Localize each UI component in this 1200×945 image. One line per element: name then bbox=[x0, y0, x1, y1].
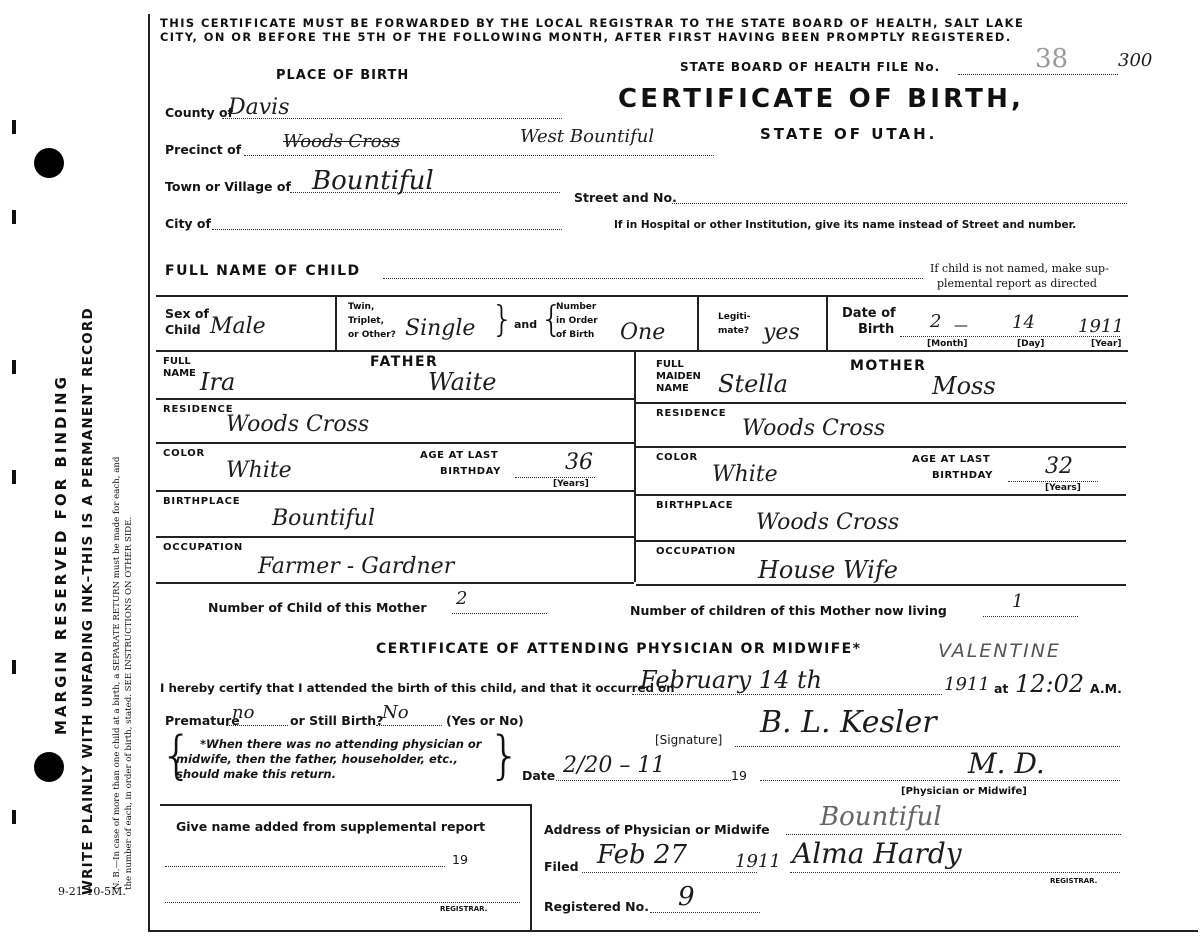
notice-line1: THIS CERTIFICATE MUST BE FORWARDED BY THE LOCAL REGISTRAR TO THE STATE BOARD OF HEALTH, SALT LAKE bbox=[160, 16, 1025, 30]
mother-age: 32 bbox=[1045, 454, 1073, 479]
margin-mark bbox=[12, 810, 16, 824]
twin-label-line3: or Other? bbox=[348, 330, 396, 340]
mother-row-border bbox=[636, 540, 1126, 542]
father-age: 36 bbox=[565, 450, 593, 475]
legit-label-line2: mate? bbox=[718, 326, 750, 336]
mother-age-label-line1: AGE AT LAST bbox=[912, 454, 991, 465]
margin-mark bbox=[12, 660, 16, 674]
physician-address: Bountiful bbox=[820, 802, 942, 832]
binding-hole bbox=[34, 752, 64, 782]
nb-note-line2: the number of each, in order of birth, stated. SEE INSTRUCTIONS ON OTHER SIDE. bbox=[124, 516, 134, 890]
mother-name-label: NAME bbox=[656, 383, 689, 394]
registered-label: Registered No. bbox=[544, 899, 649, 914]
legit-value: yes bbox=[763, 320, 800, 345]
mother-row-border bbox=[636, 402, 1126, 404]
dob-dash: — bbox=[954, 318, 968, 334]
order-label-line1: Number bbox=[556, 302, 597, 312]
supplemental-box-top bbox=[160, 804, 530, 806]
certificate-title: CERTIFICATE OF BIRTH, bbox=[618, 84, 1025, 114]
precinct-value: West Bountiful bbox=[520, 126, 655, 147]
mother-row-border bbox=[636, 494, 1126, 496]
father-last-name: Waite bbox=[428, 368, 497, 396]
mother-age-label-line2: BIRTHDAY bbox=[932, 470, 993, 481]
margin-mark bbox=[12, 360, 16, 374]
binding-notice: MARGIN RESERVED FOR BINDING bbox=[52, 374, 70, 735]
mother-maiden-label: MAIDEN bbox=[656, 371, 701, 382]
sex-label-line1: Sex of bbox=[165, 306, 209, 321]
mother-residence-label: RESIDENCE bbox=[656, 408, 727, 419]
mother-birthplace: Woods Cross bbox=[756, 510, 900, 535]
supplemental-heading: Give name added from supplemental report bbox=[176, 819, 486, 834]
mother-years-caption: [Years] bbox=[1045, 483, 1081, 493]
father-row-border bbox=[156, 582, 634, 584]
and-label: and bbox=[514, 318, 538, 331]
father-residence: Woods Cross bbox=[226, 412, 370, 437]
place-heading: PLACE OF BIRTH bbox=[276, 68, 410, 83]
twin-value: Single bbox=[405, 316, 476, 341]
premature-value: no bbox=[232, 702, 255, 723]
father-row-border bbox=[156, 536, 634, 538]
still-birth-value: No bbox=[382, 702, 409, 723]
county-value: Davis bbox=[228, 95, 290, 120]
sign-date-label: Date bbox=[522, 768, 556, 783]
child-name-line bbox=[383, 278, 923, 279]
father-heading: FATHER bbox=[370, 354, 439, 370]
file-number: 38 bbox=[1035, 44, 1069, 74]
children-living-value: 1 bbox=[1012, 591, 1024, 612]
signature-line bbox=[735, 746, 1120, 747]
dob-label-line2: Birth bbox=[858, 322, 895, 337]
sex-value: Male bbox=[210, 314, 266, 339]
registered-number-line bbox=[650, 912, 760, 913]
margin-mark bbox=[12, 120, 16, 134]
street-line bbox=[672, 203, 1127, 204]
child-row-divider bbox=[826, 295, 828, 350]
valentine-stamp: VALENTINE bbox=[938, 640, 1061, 662]
still-birth-line bbox=[376, 725, 442, 726]
father-row-border bbox=[156, 442, 634, 444]
order-label-line3: of Birth bbox=[556, 330, 595, 340]
city-line bbox=[212, 229, 562, 230]
county-label: County of bbox=[165, 105, 234, 120]
town-value: Bountiful bbox=[312, 166, 434, 196]
filed-year: 1911 bbox=[735, 851, 781, 872]
no-physician-note-line3: should make this return. bbox=[176, 767, 336, 781]
mother-full-label: FULL bbox=[656, 359, 684, 370]
filed-label: Filed bbox=[544, 859, 579, 874]
birth-date-line bbox=[632, 694, 942, 695]
premature-line bbox=[226, 725, 288, 726]
sex-label-line2: Child bbox=[165, 322, 201, 337]
order-label-line2: in Order bbox=[556, 316, 598, 326]
father-color: White bbox=[226, 458, 292, 483]
child-row-bottom-border bbox=[156, 350, 1128, 352]
father-full-label: FULL bbox=[163, 356, 191, 367]
registrar-signature: Alma Hardy bbox=[792, 837, 962, 870]
father-years-caption: [Years] bbox=[553, 479, 589, 489]
note-brace-right: } bbox=[488, 726, 522, 786]
mother-residence: Woods Cross bbox=[742, 416, 886, 441]
father-birthplace-label: BIRTHPLACE bbox=[163, 496, 241, 507]
month-caption: [Month] bbox=[927, 339, 968, 349]
nb-note-line1: N. B.—In case of more than one child at a birth, a SEPARATE RETURN must be made for each, and bbox=[112, 456, 122, 890]
file-label: STATE BOARD OF HEALTH FILE No. bbox=[680, 60, 941, 74]
supplemental-name-line bbox=[165, 866, 445, 867]
twin-label-line2: Triplet, bbox=[348, 316, 385, 326]
at-label: at bbox=[994, 681, 1009, 696]
father-age-label-line1: AGE AT LAST bbox=[420, 450, 499, 461]
physician-role-line bbox=[760, 780, 1120, 781]
physician-title: M. D. bbox=[968, 747, 1045, 780]
child-number-label: Number of Child of this Mother bbox=[208, 600, 427, 615]
city-label: City of bbox=[165, 216, 211, 231]
state-name: STATE OF UTAH. bbox=[760, 125, 938, 143]
mother-heading: MOTHER bbox=[850, 358, 927, 374]
child-number-line bbox=[452, 613, 547, 614]
mother-occupation: House Wife bbox=[758, 556, 898, 584]
yes-no-label: (Yes or No) bbox=[446, 713, 524, 728]
precinct-line bbox=[244, 155, 714, 156]
margin-mark bbox=[12, 210, 16, 224]
mother-occupation-label: OCCUPATION bbox=[656, 546, 737, 557]
dob-year: 1911 bbox=[1078, 316, 1124, 337]
father-row-border bbox=[156, 398, 634, 400]
precinct-struck-value: Woods Cross bbox=[283, 131, 401, 152]
note-brace-left: { bbox=[160, 726, 194, 786]
physician-role-caption: [Physician or Midwife] bbox=[901, 786, 1027, 797]
certify-statement: I hereby certify that I attended the birth of this child, and that it occurred on bbox=[160, 681, 675, 695]
hospital-note: If in Hospital or other Institution, give its name instead of Street and number. bbox=[614, 219, 1077, 231]
signature-label: [Signature] bbox=[655, 733, 723, 747]
mother-row-border bbox=[636, 446, 1126, 448]
ink-notice: WRITE PLAINLY WITH UNFADING INK–THIS IS A PERMANENT RECORD bbox=[80, 307, 96, 895]
file-number-line bbox=[958, 74, 1118, 75]
dob-month: 2 bbox=[930, 311, 942, 332]
supplemental-box-right bbox=[530, 804, 532, 930]
father-birthplace: Bountiful bbox=[272, 506, 375, 531]
father-age-line bbox=[515, 477, 595, 478]
father-color-label: COLOR bbox=[163, 448, 206, 459]
twin-brace: } bbox=[491, 299, 514, 340]
premature-label: Premature bbox=[165, 713, 240, 728]
father-first-name: Ira bbox=[200, 368, 236, 396]
birth-time-value: 12:02 bbox=[1015, 670, 1085, 698]
sign-date-value: 2/20 – 11 bbox=[563, 753, 666, 778]
registrar-caption: REGISTRAR. bbox=[1050, 877, 1098, 885]
filed-date-line bbox=[582, 872, 757, 873]
sign-year-prefix: 19 bbox=[731, 768, 747, 783]
still-birth-label: or Still Birth? bbox=[290, 713, 384, 728]
twin-label-line1: Twin, bbox=[348, 302, 375, 312]
registrar-line bbox=[790, 872, 1120, 873]
supplemental-registrar-line bbox=[165, 902, 520, 903]
street-label: Street and No. bbox=[574, 190, 677, 205]
birth-year-value: 1911 bbox=[944, 674, 990, 695]
father-residence-label: RESIDENCE bbox=[163, 404, 234, 415]
mother-birthplace-label: BIRTHPLACE bbox=[656, 500, 734, 511]
father-name-label: NAME bbox=[163, 368, 196, 379]
form-left-border bbox=[148, 14, 150, 932]
filed-date: Feb 27 bbox=[597, 840, 687, 870]
child-number-value: 2 bbox=[456, 588, 468, 609]
sign-date-line bbox=[556, 780, 731, 781]
supplemental-registrar-caption: REGISTRAR. bbox=[440, 905, 488, 913]
address-label: Address of Physician or Midwife bbox=[544, 822, 770, 837]
order-value: One bbox=[620, 320, 666, 345]
file-number-extra: 300 bbox=[1118, 50, 1153, 71]
binding-margin bbox=[0, 0, 148, 945]
physician-heading: CERTIFICATE OF ATTENDING PHYSICIAN OR MIDWIFE* bbox=[376, 641, 862, 657]
notice-line2: CITY, ON OR BEFORE THE 5TH OF THE FOLLOWING MONTH, AFTER FIRST HAVING BEEN PROMPTLY REGISTERED. bbox=[160, 30, 1012, 44]
no-physician-note-line2: midwife, then the father, householder, etc., bbox=[176, 752, 458, 766]
children-living-label: Number of children of this Mother now living bbox=[630, 603, 947, 618]
mother-color: White bbox=[712, 462, 778, 487]
form-bottom-border bbox=[148, 930, 1198, 932]
am-label: A.M. bbox=[1090, 681, 1122, 696]
year-caption: [Year] bbox=[1091, 339, 1122, 349]
no-physician-note-line1: *When there was no attending physician or bbox=[200, 737, 482, 751]
legit-label-line1: Legiti- bbox=[718, 312, 751, 322]
birth-date-value: February 14 th bbox=[640, 666, 823, 694]
father-occupation-label: OCCUPATION bbox=[163, 542, 244, 553]
father-occupation: Farmer - Gardner bbox=[258, 554, 455, 579]
children-living-line bbox=[983, 616, 1078, 617]
town-label: Town or Village of bbox=[165, 179, 291, 194]
mother-first-name: Stella bbox=[718, 370, 788, 398]
supplemental-year-prefix: 19 bbox=[452, 852, 468, 867]
dob-label-line1: Date of bbox=[842, 306, 896, 321]
child-name-label: FULL NAME OF CHILD bbox=[165, 263, 361, 279]
binding-hole bbox=[34, 148, 64, 178]
parents-center-divider bbox=[634, 352, 636, 582]
margin-mark bbox=[12, 470, 16, 484]
address-line bbox=[786, 834, 1121, 835]
mother-last-name: Moss bbox=[932, 372, 996, 400]
father-age-label-line2: BIRTHDAY bbox=[440, 466, 501, 477]
child-row-divider bbox=[335, 295, 337, 350]
form-code: 9-21-10-5M. bbox=[58, 885, 126, 898]
child-row-divider bbox=[697, 295, 699, 350]
dob-day: 14 bbox=[1012, 312, 1035, 333]
unnamed-note-line1: If child is not named, make sup- bbox=[930, 262, 1109, 275]
mother-color-label: COLOR bbox=[656, 452, 699, 463]
physician-signature: B. L. Kesler bbox=[760, 705, 937, 740]
child-row-top-border bbox=[156, 295, 1128, 297]
mother-age-line bbox=[1008, 481, 1098, 482]
day-caption: [Day] bbox=[1017, 339, 1045, 349]
mother-row-border bbox=[636, 584, 1126, 586]
unnamed-note-line2: plemental report as directed bbox=[937, 277, 1097, 290]
order-brace: { bbox=[540, 299, 563, 340]
precinct-label: Precinct of bbox=[165, 142, 242, 157]
registered-number: 9 bbox=[678, 882, 695, 912]
father-row-border bbox=[156, 490, 634, 492]
